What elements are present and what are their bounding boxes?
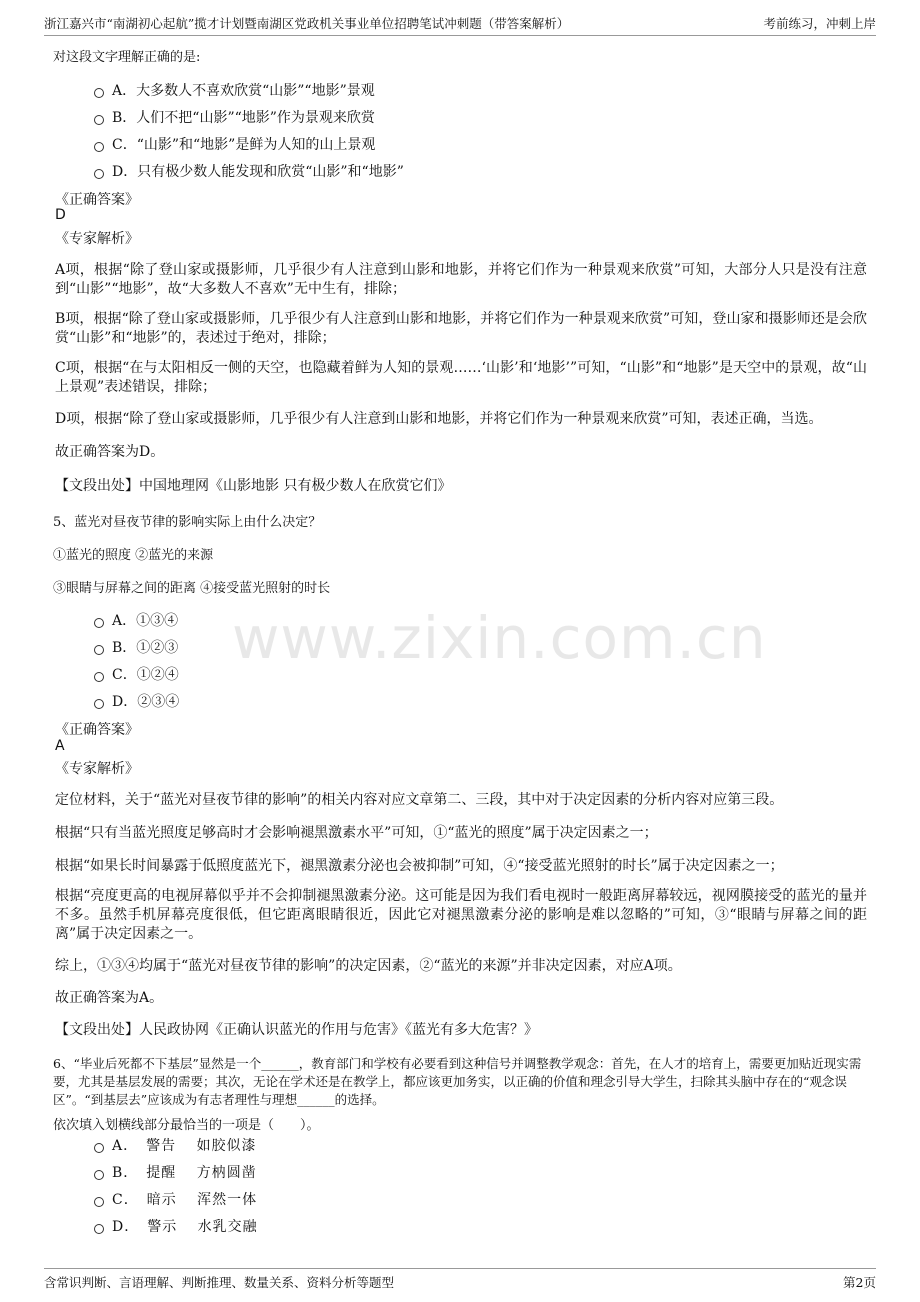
option-label: B． 提醒 方枘圆凿	[112, 1165, 257, 1181]
q5-answer-heading: 《正确答案》	[55, 722, 139, 738]
option-label: A． 警告 如胶似漆	[112, 1138, 257, 1154]
page-header	[44, 10, 876, 36]
option-label: D．②③④	[112, 694, 180, 710]
radio-icon[interactable]	[94, 142, 104, 152]
radio-icon[interactable]	[94, 1197, 104, 1207]
q4-analysis-heading: 《专家解析》	[55, 231, 139, 247]
q5-analysis-paragraph: 根据“只有当蓝光照度足够高时才会影响褪黑激素水平”可知，①“蓝光的照度”属于决定因素之一；	[55, 825, 658, 841]
radio-icon[interactable]	[94, 1170, 104, 1180]
q6-option-d[interactable]	[94, 1216, 258, 1236]
q4-answer-heading: 《正确答案》	[55, 192, 139, 208]
q4-option-c[interactable]	[94, 134, 375, 154]
option-label: B．人们不把“山影”“地影”作为景观来欣赏	[112, 110, 375, 126]
radio-icon[interactable]	[94, 618, 104, 628]
q5-items-line2: ③眼睛与屏幕之间的距离 ④接受蓝光照射的时长	[53, 581, 331, 596]
q5-analysis-paragraph: 综上，①③④均属于“蓝光对昼夜节律的影响”的决定因素，②“蓝光的来源”并非决定因素，对应A项。	[55, 958, 682, 974]
q5-option-a[interactable]	[94, 610, 178, 630]
q6-prompt: 依次填入划横线部分最恰当的一项是（ ）。	[53, 1118, 320, 1133]
option-label: A．大多数人不喜欢欣赏“山影”“地影”景观	[112, 83, 375, 99]
radio-icon[interactable]	[94, 88, 104, 98]
q4-conclusion: 故正确答案为D。	[55, 444, 165, 460]
header-title: 浙江嘉兴市“南湖初心起航”揽才计划暨南湖区党政机关事业单位招聘笔试冲刺题（带答案解析）	[44, 16, 570, 31]
q5-items-line1: ①蓝光的照度 ②蓝光的来源	[53, 548, 214, 563]
radio-icon[interactable]	[94, 1143, 104, 1153]
q6-option-a[interactable]	[94, 1135, 257, 1155]
footer-topics: 含常识判断、言语理解、判断推理、数量关系、资料分析等题型	[44, 1275, 395, 1290]
watermark: www.zixin.com.cn	[232, 604, 767, 672]
option-label: B．①②③	[112, 640, 179, 656]
q4-option-b[interactable]	[94, 107, 375, 127]
q4-prompt: 对这段文字理解正确的是:	[53, 50, 201, 65]
q5-prompt: 5、蓝光对昼夜节律的影响实际上由什么决定？	[53, 515, 322, 530]
q4-source: 【文段出处】中国地理网《山影地影 只有极少数人在欣赏它们》	[55, 478, 452, 494]
q4-answer: D	[55, 207, 66, 223]
page-number: 第2页	[843, 1275, 876, 1290]
q4-analysis-paragraph: B项，根据“除了登山家或摄影师，几乎很少有人注意到山影和地影，并将它们作为一种景观来欣赏”可知，登山家和摄影师还是会欣赏“山影”和“地影”的，表述过于绝对，排除；	[55, 311, 867, 346]
option-label: C．①②④	[112, 667, 179, 683]
q5-analysis-paragraph: 根据“亮度更高的电视屏幕似乎并不会抑制褪黑激素分泌。这可能是因为我们看电视时一般距离屏幕较远，视网膜接受的蓝光的量并不多。虽然手机屏幕亮度很低，但它距离眼睛很近，因此它对褪黑激素分泌的影响是难以忽略的”可知，③“眼睛与屏幕之间的距离”属于决定因素之一。	[55, 888, 867, 942]
option-label: C．“山影”和“地影”是鲜为人知的山上景观	[112, 137, 376, 153]
q4-option-a[interactable]	[94, 80, 375, 100]
page-footer	[44, 1268, 876, 1291]
option-label: C． 暗示 浑然一体	[112, 1192, 258, 1208]
q4-option-d[interactable]	[94, 161, 404, 181]
q5-analysis-paragraph: 定位材料，关于“蓝光对昼夜节律的影响”的相关内容对应文章第二、三段，其中对于决定因素的分析内容对应第三段。	[55, 792, 784, 808]
q5-option-b[interactable]	[94, 637, 178, 657]
q5-analysis-paragraph: 根据“如果长时间暴露于低照度蓝光下，褪黑激素分泌也会被抑制”可知，④“接受蓝光照射的时长”属于决定因素之一；	[55, 858, 784, 874]
q6-option-c[interactable]	[94, 1189, 257, 1209]
radio-icon[interactable]	[94, 169, 104, 179]
option-label: A．①③④	[112, 613, 179, 629]
option-label: D． 警示 水乳交融	[112, 1219, 258, 1235]
radio-icon[interactable]	[94, 1224, 104, 1234]
q6-stem: 6、“毕业后死都不下基层”显然是一个______，教育部门和学校有必要看到这种信号并调整教学观念：首先，在人才的培育上，需要更加贴近现实需要，尤其是基层发展的需要；其次，无论在学术还是在教学上，都应该更加务实，以正确的价值和理念引导大学生，扫除其头脑中存在的“观念误区”。“到基层去”应该成为有志者理性与理想______的选择。	[53, 1056, 862, 1107]
q5-source: 【文段出处】人民政协网《正确认识蓝光的作用与危害》《蓝光有多大危害？》	[55, 1022, 538, 1038]
q5-conclusion: 故正确答案为A。	[55, 990, 164, 1006]
q5-option-c[interactable]	[94, 664, 179, 684]
q4-analysis-paragraph: D项，根据“除了登山家或摄影师，几乎很少有人注意到山影和地影，并将它们作为一种景观来欣赏”可知，表述正确，当选。	[55, 411, 823, 427]
q5-option-d[interactable]	[94, 691, 179, 711]
radio-icon[interactable]	[94, 115, 104, 125]
q4-analysis-paragraph: A项，根据“除了登山家或摄影师，几乎很少有人注意到山影和地影，并将它们作为一种景观来欣赏”可知，大部分人只是没有注意到“山影”“地影”，故“大多数人不喜欢”无中生有，排除；	[55, 262, 867, 297]
radio-icon[interactable]	[94, 645, 104, 655]
q5-answer: A	[55, 738, 65, 754]
radio-icon[interactable]	[94, 699, 104, 709]
q5-analysis-heading: 《专家解析》	[55, 761, 139, 777]
q4-analysis-paragraph: C项，根据“在与太阳相反一侧的天空，也隐藏着鲜为人知的景观……‘山影’和‘地影’”可知，“山影”和“地影”是天空中的景观，故“山上景观”表述错误，排除；	[55, 360, 867, 395]
radio-icon[interactable]	[94, 672, 104, 682]
q6-option-b[interactable]	[94, 1162, 257, 1182]
header-slogan: 考前练习，冲刺上岸	[763, 16, 876, 31]
option-label: D．只有极少数人能发现和欣赏“山影”和“地影”	[112, 164, 404, 180]
